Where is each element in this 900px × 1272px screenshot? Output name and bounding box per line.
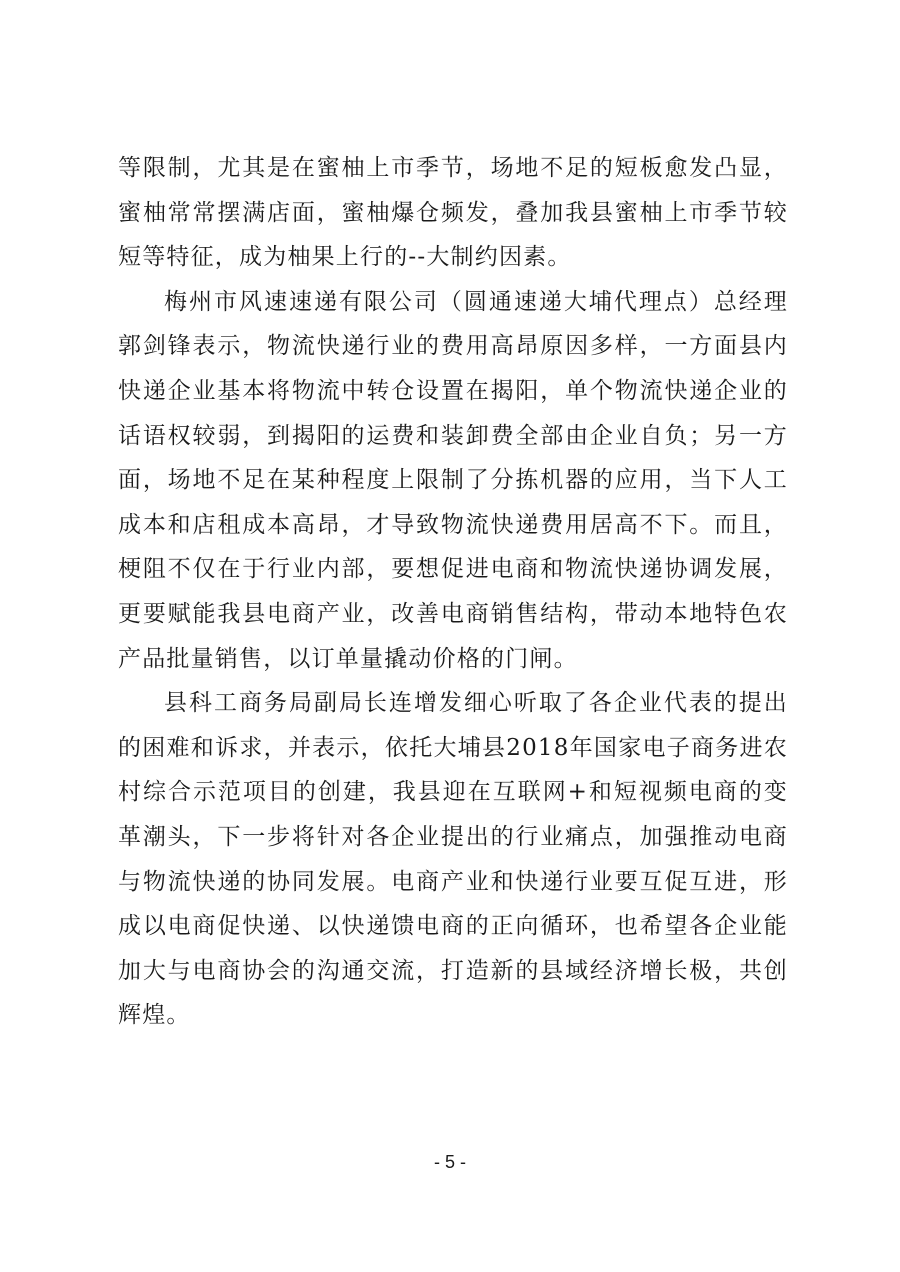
document-body	[118, 146, 788, 1038]
paragraph-continuation: 等限制，尤其是在蜜柚上市季节，场地不足的短板愈发凸显，蜜柚常常摆满店面，蜜柚爆仓频发，叠加我县蜜柚上市季节较短等特征，成为柚果上行的--大制约因素。	[118, 155, 788, 271]
paragraph-general-manager-statement: 梅州市风速速递有限公司（圆通速递大埔代理点）总经理郭剑锋表示，物流快递行业的费用高昂原因多样，一方面县内快递企业基本将物流中转仓设置在揭阳，单个物流快递企业的话语权较弱，到揭阳的运费和装卸费全部由企业自负；另一方面，场地不足在某种程度上限制了分拣机器的应用，当下人工成本和店租成本高昂，才导致物流快递费用居高不下。而且，梗阻不仅在于行业内部，要想促进电商和物流快递协调发展，更要赋能我县电商产业，改善电商销售结构，带动本地特色农产品批量销售，以订单量撬动价格的门闸。	[118, 288, 788, 672]
page-number: - 5 -	[433, 1152, 466, 1172]
paragraph-deputy-director-statement: 县科工商务局副局长连增发细心听取了各企业代表的提出的困难和诉求，并表示，依托大埔县2018年国家电子商务进农村综合示范项目的创建，我县迎在互联网+和短视频电商的变革潮头，下一步将针对各企业提出的行业痛点，加强推动电商与物流快递的协同发展。电商产业和快递行业要互促互进，形成以电商促快递、以快递馈电商的正向循环，也希望各企业能加大与电商协会的沟通交流，打造新的县域经济增长极，共创辉煌。	[118, 690, 788, 1029]
